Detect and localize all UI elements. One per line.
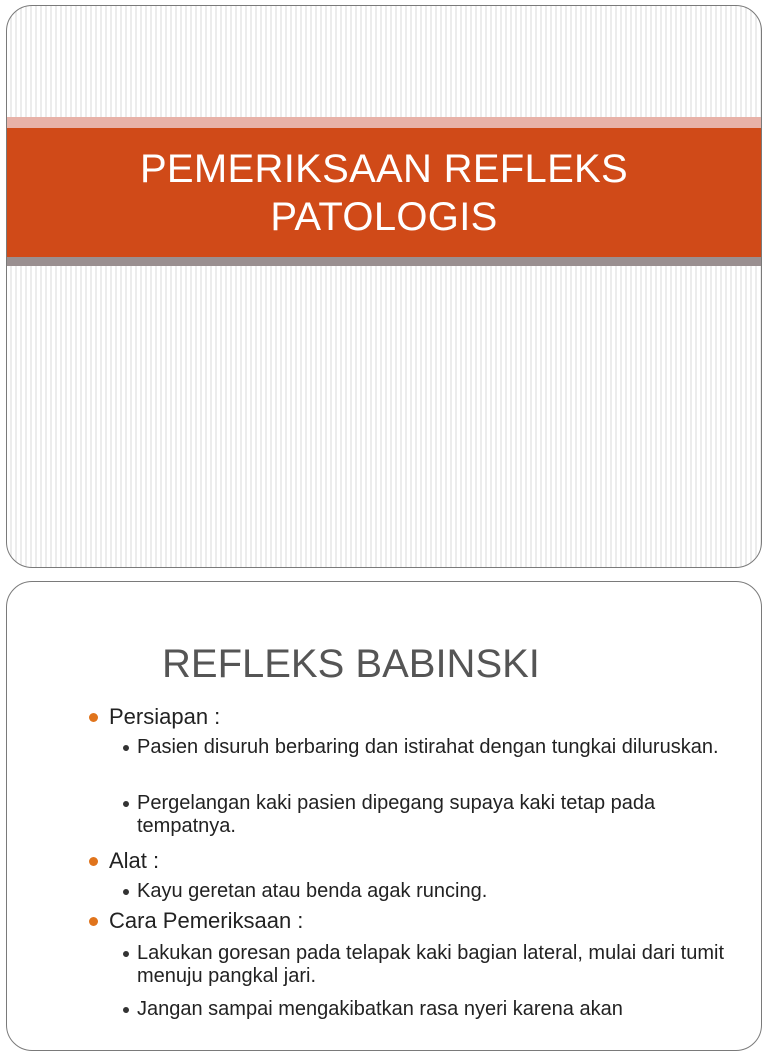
bullet-icon (123, 745, 129, 751)
slide-heading: REFLEKS BABINSKI (162, 642, 540, 686)
bullet-icon (123, 951, 129, 957)
title-band-top-stripe (7, 117, 761, 128)
list-item-text: Pergelangan kaki pasien dipegang supaya kaki tetap pada tempatnya. (137, 792, 656, 837)
slide-title-line1: PEMERIKSAAN REFLEKS (139, 146, 629, 191)
list-item-persiapan (109, 704, 220, 730)
slide-title-line2: PATOLOGIS (270, 194, 498, 239)
slide-title (140, 145, 628, 241)
list-item-alat (109, 848, 159, 874)
bullet-icon (89, 857, 98, 866)
bullet-icon (123, 889, 129, 895)
bullet-icon (89, 713, 98, 722)
section-label: Alat : (109, 848, 160, 873)
title-band-bottom-stripe (7, 257, 761, 266)
list-item (137, 736, 737, 759)
bullet-icon (89, 917, 98, 926)
list-item (137, 998, 737, 1021)
section-label: Persiapan : (109, 704, 221, 729)
section-label: Cara Pemeriksaan : (109, 908, 304, 933)
list-item-text: Lakukan goresan pada telapak kaki bagian lateral, mulai dari tumit menuju pangkal jari. (137, 942, 725, 987)
content-slide (6, 581, 762, 1051)
list-item (137, 880, 737, 903)
bullet-icon (123, 801, 129, 807)
title-band-main (7, 128, 761, 257)
list-item-text: Pasien disuruh berbaring dan istirahat dengan tungkai diluruskan. (137, 736, 719, 758)
title-slide (6, 5, 762, 568)
bullet-icon (123, 1007, 129, 1013)
list-item (137, 942, 737, 988)
title-band (7, 117, 761, 266)
list-item-text: Kayu geretan atau benda agak runcing. (137, 880, 488, 902)
list-item (137, 792, 737, 838)
list-item-text: Jangan sampai mengakibatkan rasa nyeri karena akan (137, 998, 623, 1020)
list-item-cara-pemeriksaan (109, 908, 303, 934)
